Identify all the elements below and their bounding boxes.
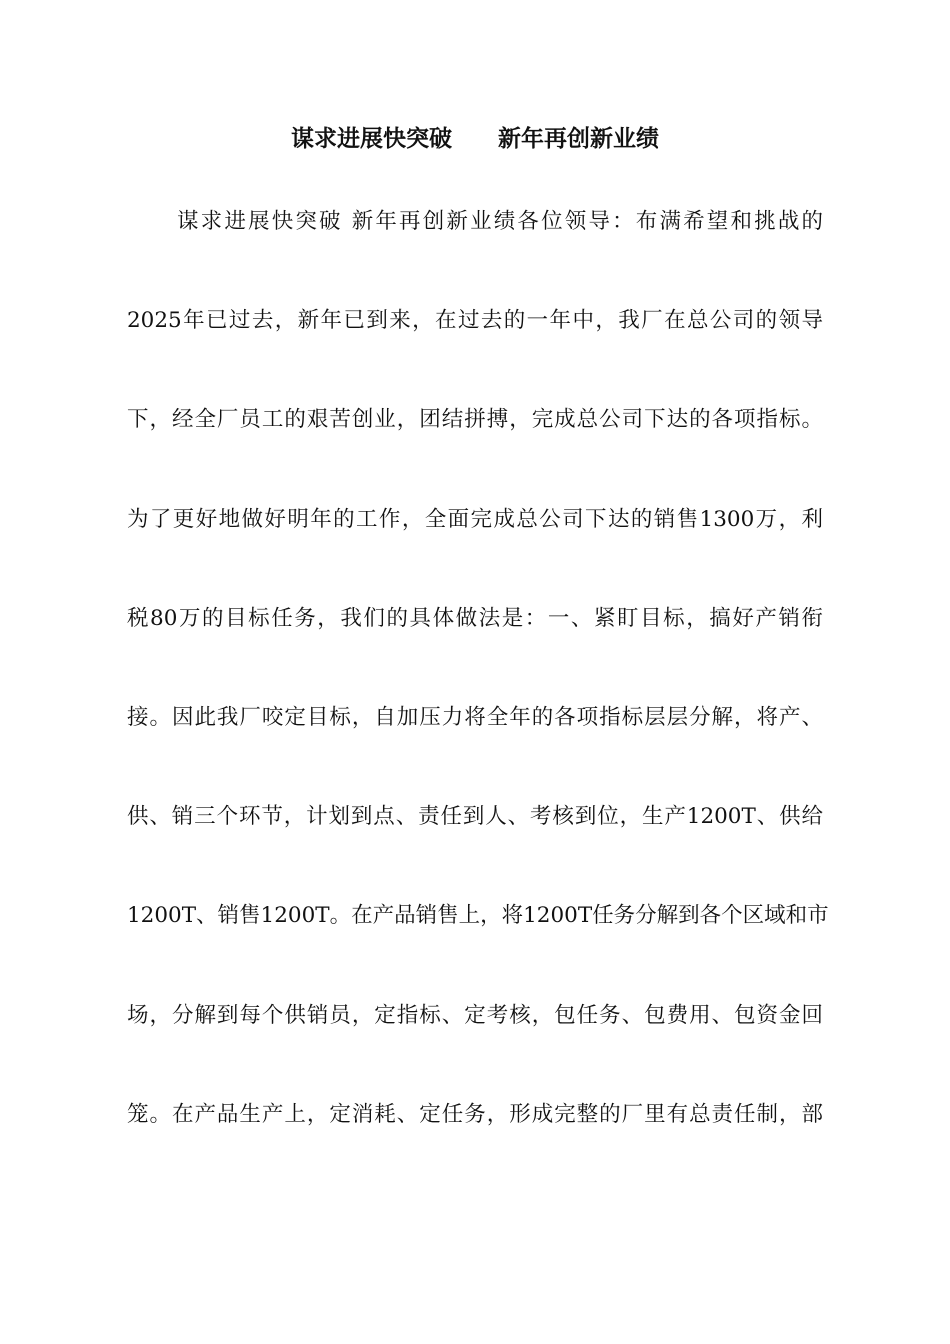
document-title: 谋求进展快突破 新年再创新业绩 [291, 126, 659, 152]
paragraph-line: 为了更好地做好明年的工作，全面完成总公司下达的销售1300万，利 [127, 506, 823, 532]
paragraph-line: 笼。在产品生产上，定消耗、定任务，形成完整的厂里有总责任制，部 [127, 1101, 823, 1127]
paragraph-line: 谋求进展快突破 新年再创新业绩各位领导：布满希望和挑战的 [177, 209, 823, 234]
paragraph-line: 1200T、销售1200T。在产品销售上，将1200T任务分解到各个区域和市 [127, 903, 829, 929]
paragraph-line: 接。因此我厂咬定目标，自加压力将全年的各项指标层层分解，将产、 [127, 704, 823, 730]
paragraph-line: 下，经全厂员工的艰苦创业，团结拼搏，完成总公司下达的各项指标。 [127, 407, 823, 433]
paragraph-line: 2025年已过去，新年已到来，在过去的一年中，我厂在总公司的领导 [127, 308, 823, 334]
paragraph-line: 供、销三个环节，计划到点、责任到人、考核到位，生产1200T、供给 [127, 804, 823, 830]
paragraph-line: 税80万的目标任务，我们的具体做法是：一、紧盯目标，搞好产销衔 [127, 605, 823, 631]
paragraph-line: 场，分解到每个供销员，定指标、定考核，包任务、包费用、包资金回 [127, 1002, 823, 1028]
document-body [127, 199, 829, 1191]
